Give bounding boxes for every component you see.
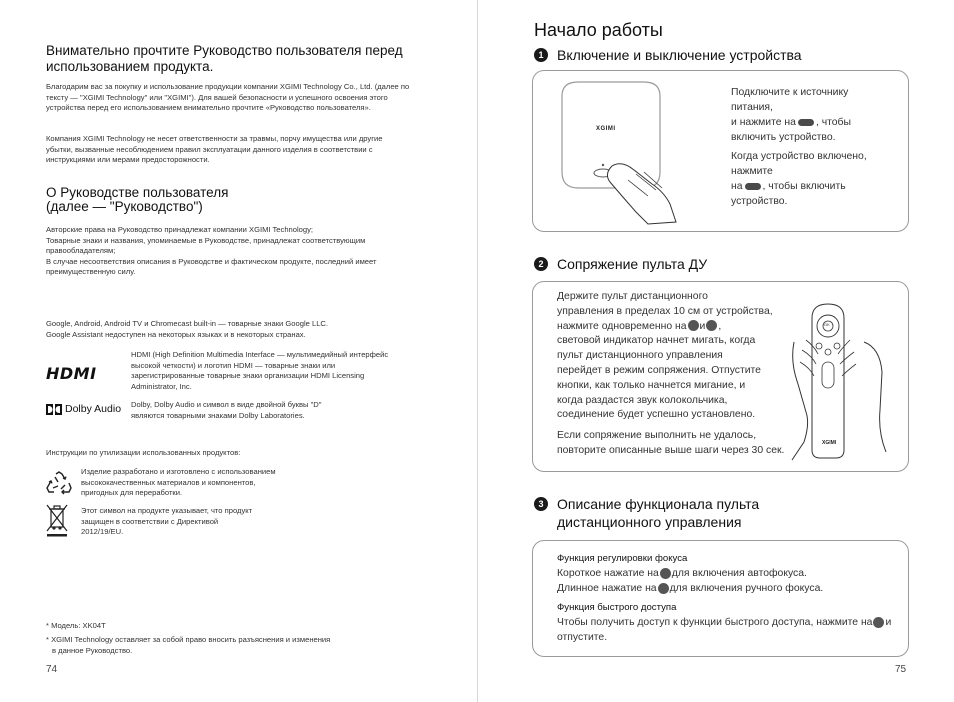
- google-line1: Google, Android, Android TV и Chromecast built-in — товарные знаки Google LLC.: [46, 319, 329, 328]
- copyright-line3: В случае несоответствия описания в Руководстве и фактическом продукте, последний имеет преимущественную силу.: [46, 256, 377, 277]
- copyright-paragraph: [46, 225, 418, 278]
- pair-line5: пульт дистанционного управления: [557, 350, 723, 362]
- weee-bin-icon: [45, 503, 69, 537]
- rights-note-line1: * XGIMI Technology оставляет за собой право вносить разъяснения и изменения: [46, 635, 331, 644]
- section-number-2: 2: [534, 257, 548, 271]
- device-brand-label: XGIMI: [596, 126, 616, 132]
- remote-functions-title-line1: Описание функционала пульта: [557, 496, 760, 512]
- rights-note: [46, 635, 330, 656]
- section-title-pairing: Сопряжение пульта ДУ: [557, 256, 708, 272]
- quick-line1: [557, 615, 897, 630]
- quick-line1-b: и: [885, 617, 892, 628]
- pair-line3-a: нажмите одновременно на: [557, 320, 687, 332]
- remote-hands-illustration: [788, 292, 888, 462]
- section-number-3: 3: [534, 497, 548, 511]
- quick-line2: отпустите.: [557, 632, 608, 643]
- device-power-illustration: [552, 76, 724, 226]
- power-line2: питания,: [731, 102, 773, 113]
- page-number-left: 74: [46, 664, 58, 675]
- power-button-icon: [745, 183, 761, 190]
- home-button-icon: [706, 320, 717, 331]
- quick-line1-a: Чтобы получить доступ к функции быстрого доступа, нажмите на: [557, 617, 873, 628]
- power-line3: [731, 115, 901, 130]
- page-title: Начало работы: [534, 20, 663, 40]
- pair-line1: Держите пульт дистанционного: [557, 291, 708, 302]
- weee-text: Этот символ на продукте указывает, что продукт защищен в соответствии с Директивой 2012/19/EU.: [81, 506, 253, 537]
- focus-line2: [557, 581, 897, 596]
- power-line1: Подключите к источнику: [731, 87, 849, 98]
- copyright-line1: Авторские права на Руководство принадлежат компании XGIMI Technology;: [46, 225, 314, 234]
- google-line2: Google Assistant недоступен на некоторых языках и в некоторых странах.: [46, 329, 306, 339]
- pair-line6: перейдет в режим сопряжения. Отпустите: [557, 364, 761, 376]
- intro-paragraph: Благодарим вас за покупку и использование продукции компании XGIMI Technology Co., Ltd. (далее по тексту — "XGIMI Technology" или "XGIMI"). Для вашей безопасности и успешного освоения этого устройства перед его использованием внимательно прочтите «Руководство пользователя».: [46, 82, 410, 113]
- pair-line11: повторите описанные выше шаги через 30 сек.: [557, 444, 785, 456]
- page-divider: [477, 0, 478, 702]
- dolby-logo-text: Dolby Audio: [65, 403, 122, 415]
- power-line7-b: , чтобы включить: [762, 181, 846, 192]
- power-line8: устройство.: [731, 196, 788, 207]
- recycle-icon: [45, 471, 73, 497]
- section-number-1: 1: [534, 48, 548, 62]
- remote-functions-text: [557, 551, 897, 645]
- power-line3-a: и нажмите на: [731, 117, 796, 128]
- left-heading-about-manual: [46, 186, 426, 214]
- about-heading-line2: (далее — "Руководство"): [46, 199, 203, 214]
- dolby-logo: [46, 403, 121, 415]
- model-note: * Модель: XK04T: [46, 621, 106, 630]
- focus-line2-b: для включения ручного фокуса.: [669, 583, 824, 594]
- google-trademark: [46, 319, 426, 340]
- pair-line3: [557, 320, 787, 335]
- pair-line9: соединение будет успешно установлено.: [557, 409, 756, 421]
- pair-line8: когда раздастся звук колокольчика,: [557, 394, 728, 406]
- back-button-icon: [688, 320, 699, 331]
- focus-line1: [557, 566, 897, 581]
- quick-access-button-icon: [873, 617, 884, 628]
- power-line7: [731, 179, 901, 194]
- pair-line4: световой индикатор начнет мигать, когда: [557, 335, 756, 347]
- power-line5: Когда устройство включено,: [731, 151, 867, 162]
- focus-line2-a: Длинное нажатие на: [557, 583, 657, 594]
- focus-button-icon: [660, 568, 671, 579]
- pair-line3-b: и: [699, 320, 706, 332]
- focus-button-icon: [658, 583, 669, 594]
- focus-heading: Функция регулировки фокуса: [557, 553, 688, 564]
- disposal-heading: Инструкции по утилизации использованных продуктов:: [46, 448, 241, 457]
- section-title-power: Включение и выключение устройства: [557, 47, 802, 63]
- section-title-remote-functions: [557, 495, 759, 531]
- quick-access-heading: Функция быстрого доступа: [557, 602, 677, 613]
- power-button-icon: [798, 119, 814, 126]
- left-heading-read-manual: Внимательно прочтите Руководство пользователя перед использованием продукта.: [46, 43, 403, 74]
- page-number-right: 75: [895, 664, 907, 675]
- dolby-dd-icon: [46, 404, 62, 415]
- pair-line2: управления в пределах 10 см от устройства,: [557, 305, 773, 317]
- focus-line1-b: для включения автофокуса.: [671, 568, 807, 579]
- dolby-trademark-text: Dolby, Dolby Audio и символ в виде двойной буквы "D" являются товарными знаками Dolby Laboratories.: [131, 400, 322, 420]
- pair-line10: Если сопряжение выполнить не удалось,: [557, 430, 757, 442]
- remote-functions-title-line2: дистанционного управления: [557, 514, 742, 530]
- power-line6: нажмите: [731, 166, 773, 177]
- rights-note-line2: в данное Руководство.: [52, 645, 133, 655]
- power-line4: включить устройство.: [731, 132, 836, 143]
- power-instructions: [731, 85, 901, 209]
- liability-paragraph: Компания XGIMI Technology не несет ответственности за травмы, порчу имущества или другие убытки, вызванные несоблюдением правил эксплуатации данного изделия в соответствии с инструкциями или мерами предосторожности.: [46, 134, 383, 165]
- pair-line3-c: ,: [718, 320, 722, 332]
- focus-line1-a: Короткое нажатие на: [557, 568, 659, 579]
- power-line7-a: на: [731, 181, 743, 192]
- hdmi-trademark-text: HDMI (High Definition Multimedia Interface — мультимедийный интерфейс высокой четкости) и логотип HDMI — товарные знаки или зарегистрированные товарные знаки организации HDMI Licensing Administrator, Inc.: [131, 350, 389, 391]
- recycle-text: Изделие разработано и изготовлено с использованием высококачественных материалов и компонентов, пригодных для переработки.: [81, 467, 276, 498]
- pair-line7: кнопки, как только начнется мигание, и: [557, 379, 746, 391]
- remote-ok-label: OK: [824, 322, 830, 327]
- about-heading-line1: О Руководстве пользователя: [46, 185, 229, 200]
- pairing-instructions: [557, 290, 787, 459]
- hdmi-logo: HDMI: [46, 364, 97, 383]
- remote-brand-label: XGIMI: [822, 440, 837, 446]
- power-line3-b: , чтобы: [815, 117, 851, 128]
- copyright-line2: Товарные знаки и названия, упоминаемые в Руководстве, принадлежат соответствующим правообладателям;: [46, 235, 366, 256]
